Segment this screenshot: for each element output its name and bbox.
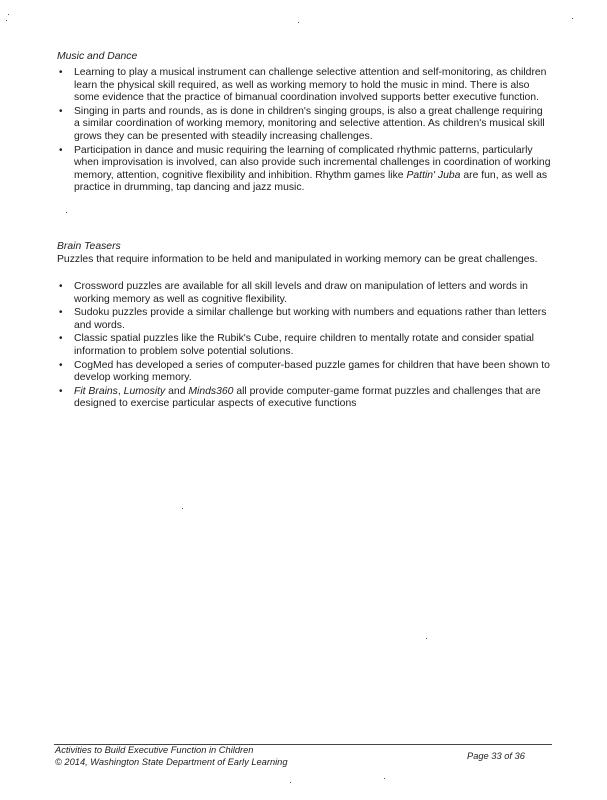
bullet-icon: • <box>59 359 63 371</box>
brain-teasers-list <box>57 281 551 412</box>
scan-speck <box>572 18 573 19</box>
scan-speck <box>6 20 7 21</box>
list-item <box>57 67 551 105</box>
footer-citation <box>55 745 288 768</box>
list-item <box>57 307 551 332</box>
music-and-dance-heading: Music and Dance <box>57 51 138 62</box>
scan-speck <box>384 778 385 779</box>
scan-speck <box>290 782 291 783</box>
scan-speck <box>426 638 427 639</box>
bullet-text: Fit Brains, Lumosity and Minds360 all provide computer-game format puzzles and challenges that are designed to exercise particular aspects of executive functions <box>74 385 541 410</box>
bullet-text: Sudoku puzzles provide a similar challenge but working with numbers and equations rather than letters and words. <box>74 307 547 331</box>
music-and-dance-list <box>57 67 551 196</box>
bullet-text: CogMed has developed a series of computer-based puzzle games for children that have been shown to develop working memory. <box>74 359 550 384</box>
bullet-icon: • <box>59 105 63 117</box>
bullet-icon: • <box>59 385 63 397</box>
list-item <box>57 360 551 385</box>
list-item <box>57 333 551 358</box>
bullet-text: Crossword puzzles are available for all skill levels and draw on manipulation of letters and words in working memory as well as cognitive flexibility. <box>74 281 528 305</box>
list-item <box>57 386 551 411</box>
bullet-icon: • <box>59 144 63 156</box>
bullet-text: Singing in parts and rounds, as is done in children's singing groups, is also a great challenge requiring a similar coordination of working memory, monitoring and selective attention. As children's musical skill grows they can be presented with steadily increasing challenges. <box>74 105 545 142</box>
bullet-icon: • <box>59 281 63 292</box>
bullet-icon: • <box>59 307 63 319</box>
list-item <box>57 106 551 144</box>
list-item <box>57 281 551 306</box>
scan-speck <box>298 22 299 23</box>
scan-speck <box>66 212 67 213</box>
footer-document-title: Activities to Build Executive Function in Children <box>55 745 254 755</box>
scan-speck <box>182 508 183 509</box>
footer-copyright: © 2014, Washington State Department of Early Learning <box>55 756 288 767</box>
list-item <box>57 145 551 195</box>
bullet-text: Classic spatial puzzles like the Rubik's Cube, require children to mentally rotate and consider spatial information to problem solve potential solutions. <box>74 333 534 357</box>
brain-teasers-heading: Brain Teasers <box>57 241 121 252</box>
bullet-text: Learning to play a musical instrument can challenge selective attention and self-monitoring, as children learn the physical skill required, as well as working memory to hold the music in mind. There is also some evidence that the practice of bimanual coordination involved supports better executive function. <box>74 67 547 104</box>
bullet-icon: • <box>59 67 63 78</box>
scan-speck <box>8 14 9 15</box>
bullet-icon: • <box>59 333 63 345</box>
brain-teasers-intro: Puzzles that require information to be held and manipulated in working memory can be great challenges. <box>57 254 538 265</box>
footer-page-number: Page 33 of 36 <box>467 751 525 761</box>
bullet-text: Participation in dance and music requiring the learning of complicated rhythmic patterns, particularly when improvisation is involved, can also provide such incremental challenges in coordination of working memory, attention, cognitive flexibility and inhibition. Rhythm games like Pattin' Juba are fun, as well as practice in drumming, tap dancing and jazz music. <box>74 144 551 194</box>
